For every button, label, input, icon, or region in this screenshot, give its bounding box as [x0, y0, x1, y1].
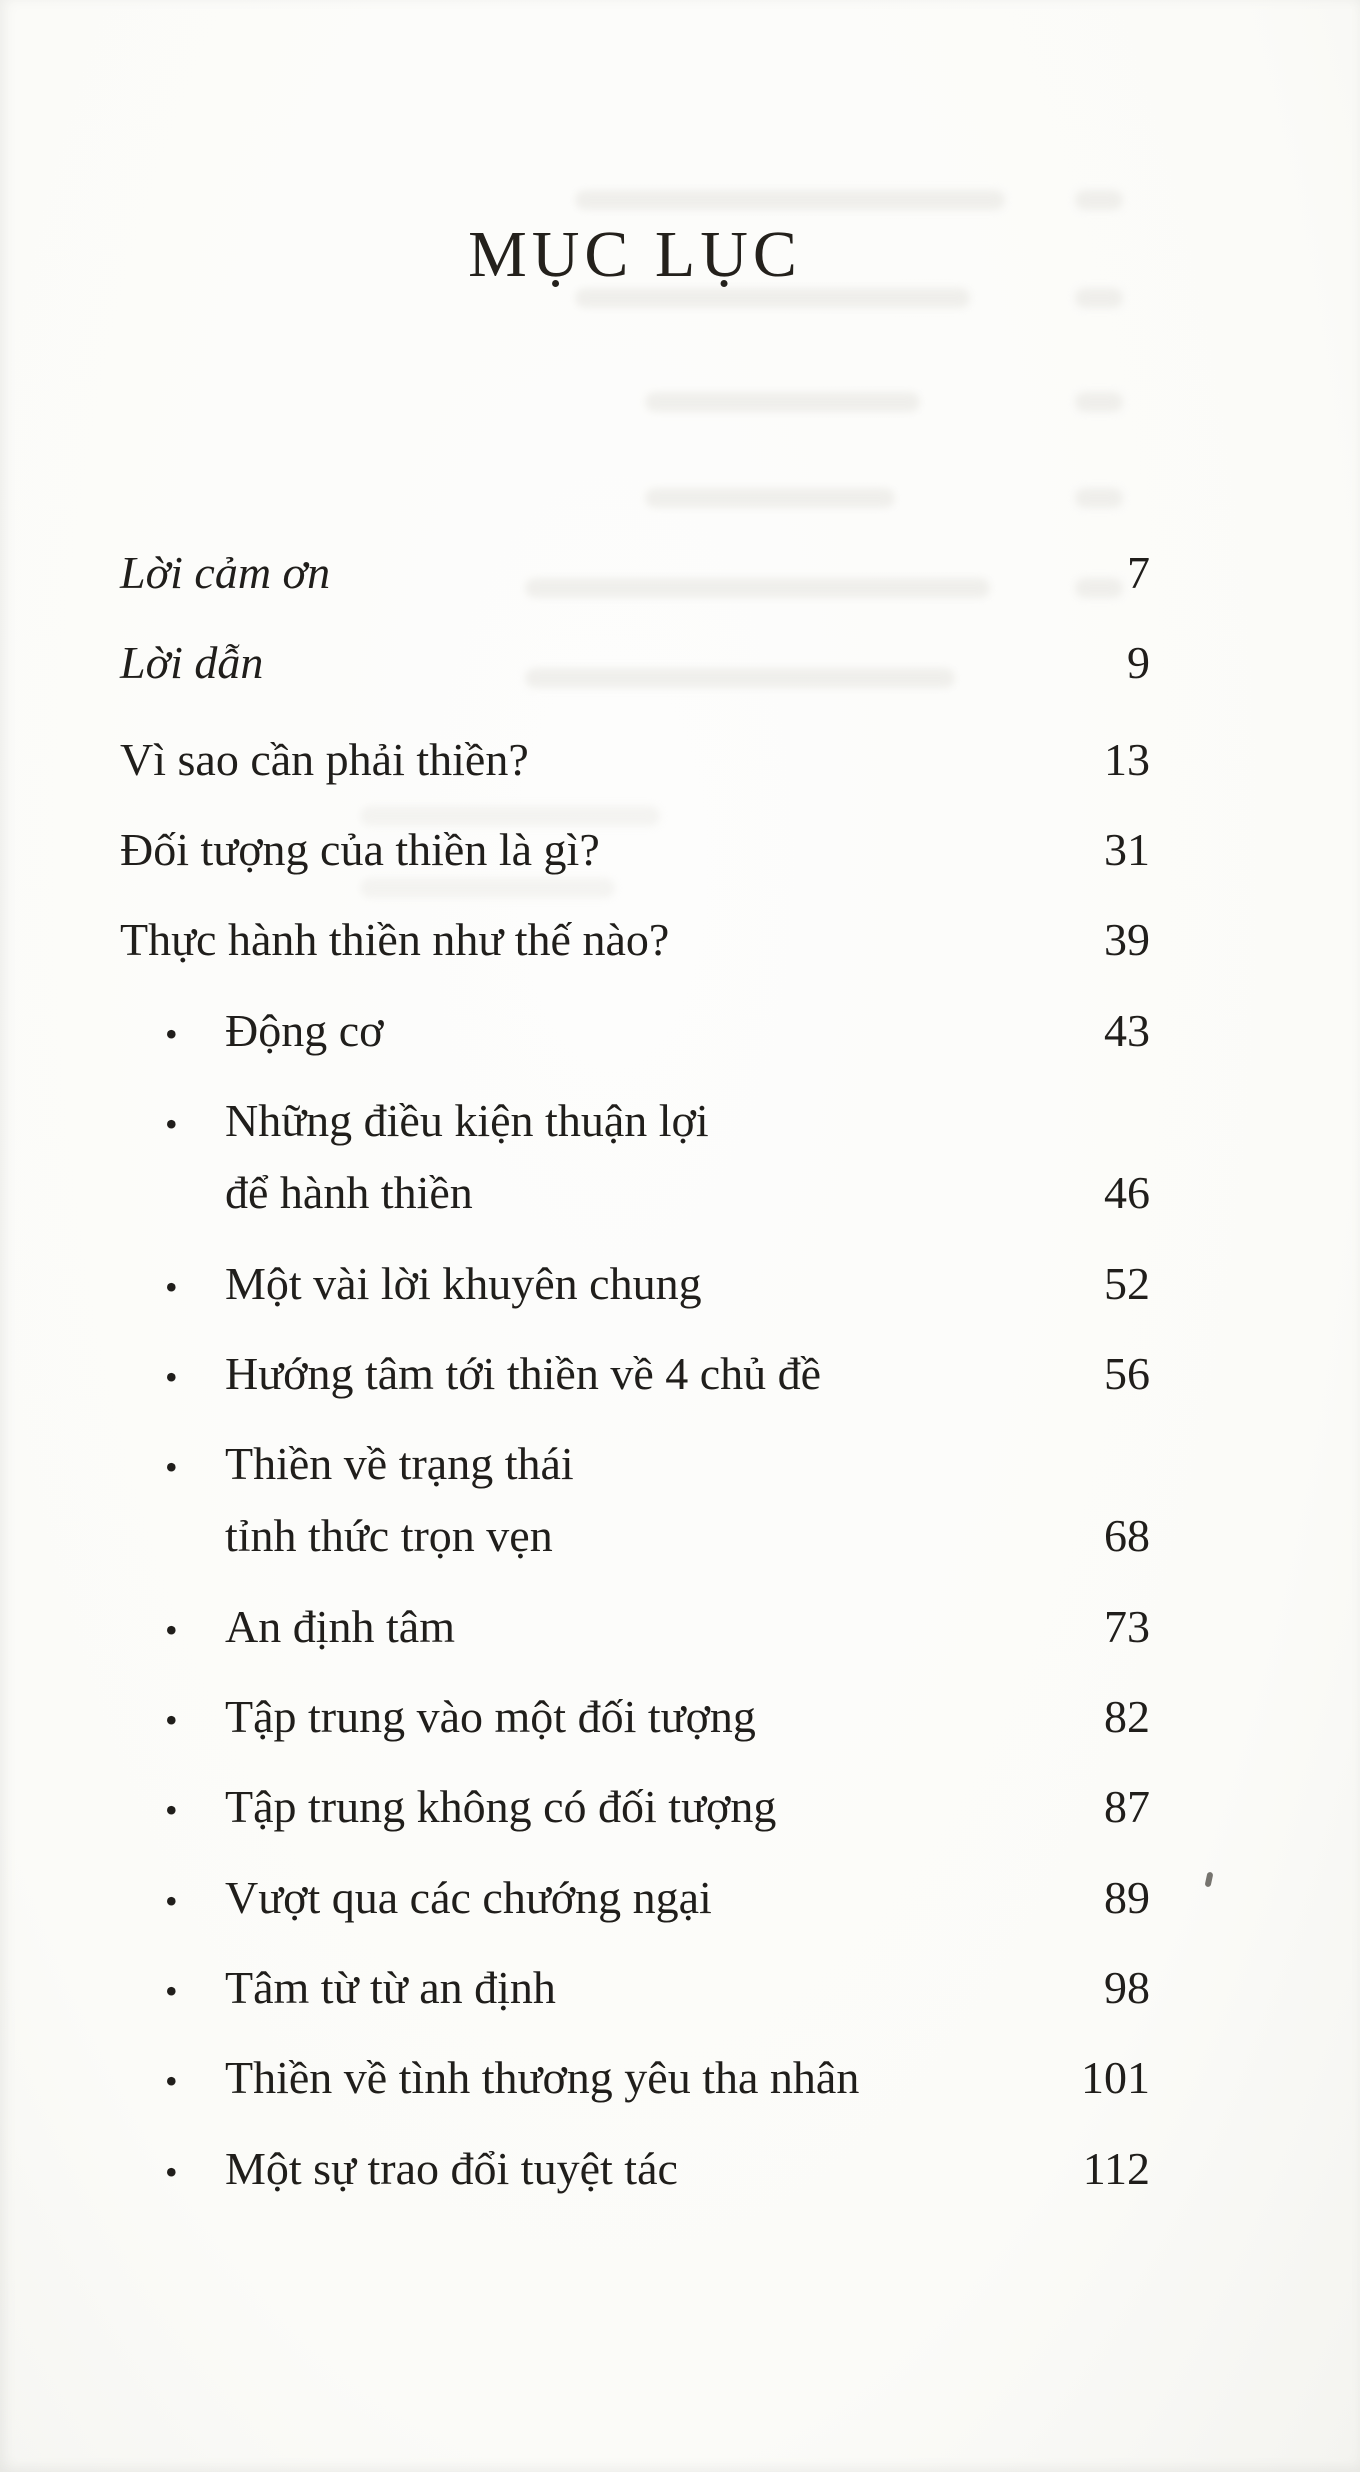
bleed-through-number [1075, 488, 1123, 508]
bleed-through-line [645, 488, 895, 508]
toc-entry-page-number: 9 [1127, 637, 1150, 689]
toc-entry [120, 549, 1150, 597]
bullet-icon: • [165, 1356, 178, 1397]
toc-entry-title: Thiền về trạng thái [225, 1438, 574, 1490]
toc-entry [120, 1783, 1150, 1831]
toc-entry-page-number: 46 [1104, 1167, 1150, 1219]
toc-entry-title: An định tâm [225, 1600, 455, 1652]
toc-entry-page-number: 43 [1104, 1004, 1150, 1056]
bullet-icon: • [165, 1266, 178, 1307]
toc-entry-text [120, 2054, 1081, 2102]
toc-entry-page-number: 31 [1104, 824, 1150, 876]
toc-entry-text [120, 1961, 1104, 2013]
bleed-through-number [1075, 392, 1123, 412]
toc-entry-title: Đối tượng của thiền là gì? [120, 824, 600, 876]
bullet-icon: • [165, 1880, 178, 1921]
toc-entry-text [120, 1094, 1104, 1219]
toc-entry-text [120, 1347, 1104, 1399]
toc-entry-text [120, 1257, 1104, 1309]
toc-entry-text [120, 1440, 1104, 1561]
toc-entry [120, 2142, 1150, 2194]
bleed-through-number [1075, 190, 1123, 210]
toc-entry [120, 1347, 1150, 1399]
toc-entry-page-number: 89 [1104, 1871, 1150, 1923]
toc-entry [120, 1693, 1150, 1741]
toc-entry-page-number: 56 [1104, 1347, 1150, 1399]
toc-entry-title: Một vài lời khuyên chung [225, 1257, 702, 1309]
toc-entry-text [120, 1693, 1104, 1741]
toc-entry-page-number: 73 [1104, 1600, 1150, 1652]
toc-entry-title: Tập trung không có đối tượng [225, 1781, 777, 1833]
toc-entry-title: Vì sao cần phải thiền? [120, 733, 529, 785]
toc-entry-text [120, 826, 1104, 874]
toc-entry-title: Hướng tâm tới thiền về 4 chủ đề [225, 1347, 822, 1399]
toc-entry-title: Thực hành thiền như thế nào? [120, 914, 670, 966]
toc-entry-text [120, 1871, 1104, 1923]
toc-entry-page-number: 82 [1104, 1691, 1150, 1743]
toc-entry-title: Một sự trao đổi tuyệt tác [225, 2142, 678, 2194]
bleed-through-line [575, 190, 1005, 210]
toc-entry-page-number: 52 [1104, 1257, 1150, 1309]
toc-entry [120, 1871, 1150, 1923]
bleed-through-line [645, 392, 920, 412]
toc-entry-page-number: 87 [1104, 1781, 1150, 1833]
toc-entry-title: Lời dẫn [120, 637, 264, 689]
bullet-icon: • [165, 1790, 178, 1831]
toc-entry-page-number: 68 [1104, 1510, 1150, 1562]
bullet-icon: • [165, 1447, 178, 1488]
toc-entry-page-number: 98 [1104, 1961, 1150, 2013]
toc-entry [120, 1440, 1150, 1561]
toc-entry [120, 1094, 1150, 1219]
page-title: MỤC LỤC [468, 218, 802, 291]
bullet-icon: • [165, 1970, 178, 2011]
toc-entry [120, 916, 1150, 964]
toc-entry-text [120, 1600, 1104, 1652]
toc-entry-title: Tập trung vào một đối tượng [225, 1691, 756, 1743]
toc-entry-text [120, 549, 1127, 597]
toc-entry [120, 1600, 1150, 1652]
toc-entry-page-number: 39 [1104, 914, 1150, 966]
toc-entry-title: Vượt qua các chướng ngại [225, 1871, 712, 1923]
toc-list [120, 549, 1150, 2193]
bullet-icon: • [165, 1700, 178, 1741]
toc-entry [120, 1961, 1150, 2013]
toc-entry-title: Lời cảm ơn [120, 547, 331, 599]
bullet-icon: • [165, 2061, 178, 2102]
toc-entry-text [120, 639, 1127, 687]
toc-entry-text [120, 1783, 1104, 1831]
toc-entry-title: Thiền về tình thương yêu tha nhân [225, 2052, 860, 2104]
toc-entry [120, 1004, 1150, 1056]
toc-entry-title-line2: để hành thiền [225, 1167, 473, 1219]
bullet-icon: • [165, 2151, 178, 2192]
toc-entry [120, 1257, 1150, 1309]
toc-entry-text [120, 916, 1104, 964]
toc-entry-text [120, 733, 1104, 785]
toc-entry [120, 639, 1150, 687]
toc-entry-page-number: 101 [1081, 2052, 1150, 2104]
toc-entry [120, 2054, 1150, 2102]
toc-entry-title: Những điều kiện thuận lợi [225, 1094, 709, 1146]
toc-entry-page-number: 7 [1127, 547, 1150, 599]
toc-entry [120, 826, 1150, 874]
bullet-icon: • [165, 1609, 178, 1650]
toc-entry-title: Tâm từ từ an định [225, 1961, 556, 2013]
bullet-icon: • [165, 1103, 178, 1144]
bullet-icon: • [165, 1013, 178, 1054]
toc-entry-text [120, 2142, 1083, 2194]
toc-entry [120, 733, 1150, 785]
toc-entry-title: Động cơ [225, 1004, 384, 1056]
toc-entry-page-number: 13 [1104, 733, 1150, 785]
scan-artifact-speck [1205, 1872, 1214, 1888]
toc-entry-page-number: 112 [1082, 2142, 1150, 2194]
toc-entry-title-line2: tỉnh thức trọn vẹn [225, 1510, 553, 1562]
toc-entry-text [120, 1004, 1104, 1056]
